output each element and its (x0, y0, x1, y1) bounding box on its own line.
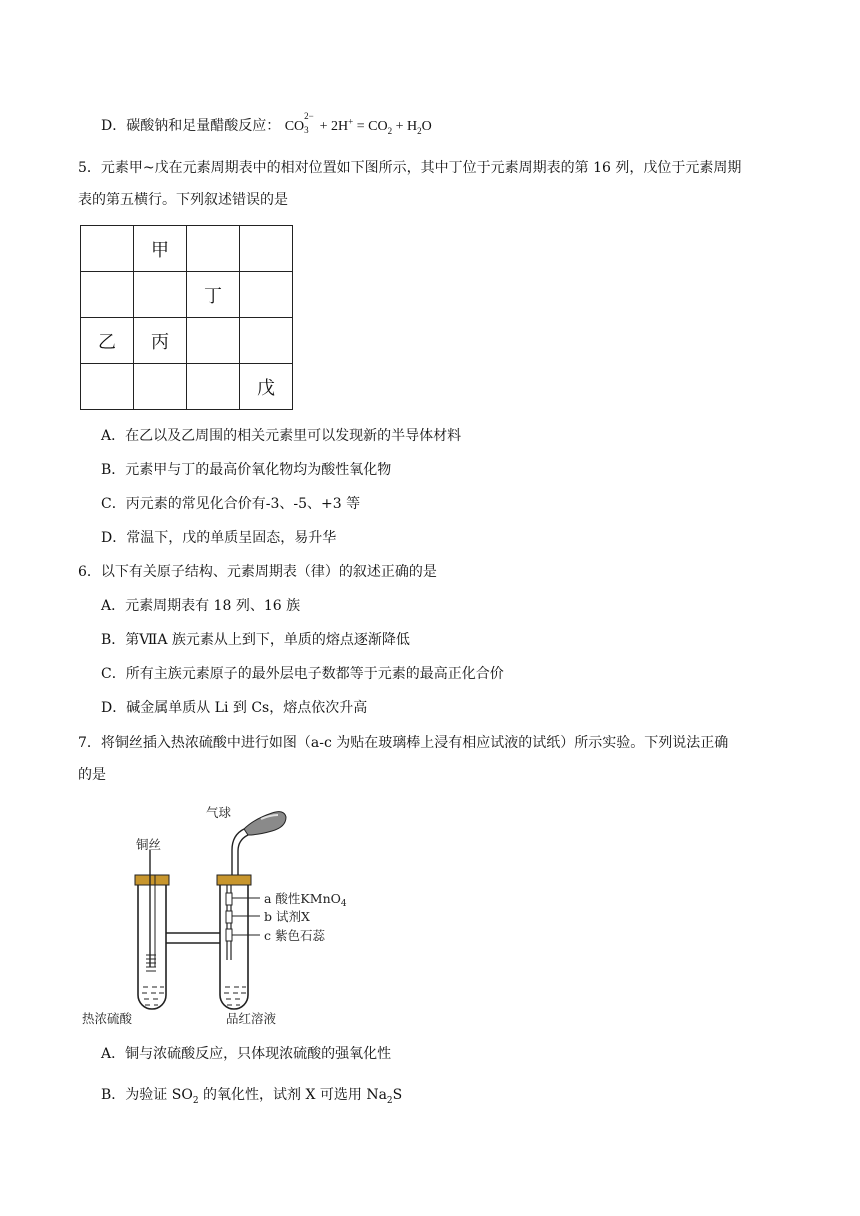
q5-option-c: C．丙元素的常见化合价有-3、-5、+3 等 (101, 496, 361, 512)
connecting-tube (166, 933, 220, 943)
q6-option-d: D．碱金属单质从 Li 到 Cs，熔点依次升高 (101, 700, 368, 716)
grid-cell (81, 226, 134, 272)
label-b: b 试剂X (264, 909, 310, 924)
grid-cell (187, 226, 240, 272)
q6-option-c: C．所有主族元素原子的最外层电子数都等于元素的最高正化合价 (101, 666, 504, 682)
grid-cell (81, 272, 134, 318)
test-paper-b (226, 911, 232, 923)
label-hot-acid: 热浓硫酸 (82, 1011, 133, 1026)
grid-cell-jia: 甲 (134, 226, 187, 272)
test-paper-c (226, 929, 232, 941)
q7-stem-line2: 的是 (78, 767, 106, 783)
grid-cell-bing: 丙 (134, 318, 187, 364)
q7-stem-line1: 7．将铜丝插入热浓硫酸中进行如图（a-c 为贴在玻璃棒上浸有相应试液的试纸）所示实验。下列说法正确 (78, 735, 729, 751)
grid-cell (240, 318, 293, 364)
q4-option-d-formula: CO 2− 3 + $2H^+ = CO_2 + H_2O$ (284, 111, 432, 136)
q6-stem: 6．以下有关原子结构、元素周期表（律）的叙述正确的是 (78, 564, 437, 580)
grid-cell-wu: 戊 (240, 364, 293, 410)
left-stopper (135, 875, 169, 885)
grid-cell (240, 226, 293, 272)
q7-option-b: B．为验证 $SO_2$ 的氧化性，试剂 X 可选用 $Na_2S$ (101, 1087, 403, 1106)
grid-cell (134, 272, 187, 318)
grid-cell (187, 364, 240, 410)
q6-option-a: A．元素周期表有 18 列、16 族 (101, 598, 301, 614)
grid-cell-ding: 丁 (187, 272, 240, 318)
q4-option-d-label: D．碳酸钠和足量醋酸反应： (101, 118, 281, 134)
test-paper-a (226, 893, 232, 905)
q5-option-b: B．元素甲与丁的最高价氧化物均为酸性氧化物 (101, 462, 392, 478)
experiment-apparatus (76, 795, 396, 1035)
label-pinkred: 品红溶液 (226, 1011, 277, 1026)
label-a: a 酸性KMnO$_4$ (264, 891, 347, 909)
label-c: c 紫色石蕊 (264, 928, 325, 943)
balloon (244, 812, 286, 835)
left-liquid (142, 987, 164, 1005)
right-liquid (224, 987, 246, 1005)
right-stopper (217, 875, 251, 885)
balloon-tube (232, 829, 248, 875)
right-test-tube (220, 885, 248, 1009)
grid-cell-yi: 乙 (81, 318, 134, 364)
grid-cell (134, 364, 187, 410)
q5-stem-line1: 5．元素甲~戊在元素周期表中的相对位置如下图所示，其中丁位于元素周期表的第 16 列，戊位于元素周期 (78, 160, 742, 176)
left-test-tube (138, 885, 166, 1009)
grid-cell (81, 364, 134, 410)
q5-option-d: D．常温下，戊的单质呈固态，易升华 (101, 530, 337, 546)
q5-option-a: A．在乙以及乙周围的相关元素里可以发现新的半导体材料 (101, 428, 462, 444)
label-copper-wire: 铜丝 (136, 837, 162, 852)
periodic-table-grid (80, 225, 293, 410)
grid-cell (187, 318, 240, 364)
q7-option-a: A．铜与浓硫酸反应，只体现浓硫酸的强氧化性 (101, 1046, 392, 1062)
q4-option-d (101, 111, 432, 137)
q6-option-b: B．第ⅦA 族元素从上到下，单质的熔点逐渐降低 (101, 632, 410, 648)
q5-stem-line2: 表的第五横行。下列叙述错误的是 (78, 192, 288, 208)
label-balloon: 气球 (206, 805, 232, 820)
grid-cell (240, 272, 293, 318)
